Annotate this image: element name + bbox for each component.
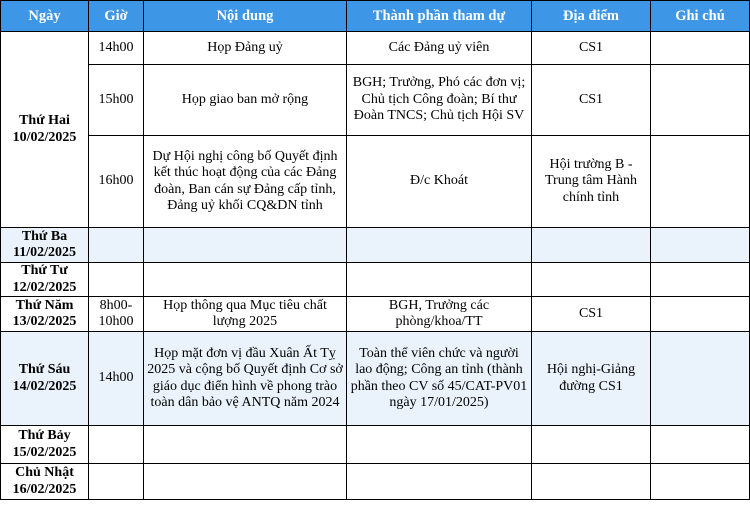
time-cell bbox=[89, 426, 144, 464]
participants-cell bbox=[347, 426, 532, 464]
table-row bbox=[1, 426, 750, 464]
content-cell: Dự Hội nghị công bố Quyết định kết thúc hoạt động của các Đảng đoàn, Ban cán sự Đảng cấp tỉnh, Đảng uỷ khối CQ&DN tỉnh bbox=[144, 136, 347, 228]
note-cell bbox=[651, 426, 750, 464]
note-cell bbox=[651, 297, 750, 332]
location-cell: CS1 bbox=[532, 32, 651, 65]
table-row bbox=[1, 297, 750, 332]
participants-cell bbox=[347, 263, 532, 297]
header-row bbox=[1, 1, 750, 32]
day-name: Thứ Tư bbox=[21, 263, 68, 278]
time-cell: 15h00 bbox=[89, 65, 144, 136]
content-cell bbox=[144, 263, 347, 297]
day-date: 14/02/2025 bbox=[12, 378, 77, 394]
day-name: Thứ Ba bbox=[21, 228, 68, 244]
day-name: Thứ Năm bbox=[15, 297, 74, 313]
time-cell: 14h00 bbox=[89, 32, 144, 65]
note-cell bbox=[651, 136, 750, 228]
header-time: Giờ bbox=[89, 1, 144, 32]
day-cell-wednesday bbox=[1, 263, 89, 297]
table-row bbox=[1, 464, 750, 500]
day-date: 10/02/2025 bbox=[12, 129, 77, 145]
time-cell: 14h00 bbox=[89, 332, 144, 426]
day-cell-thursday bbox=[1, 297, 89, 332]
day-name: Thứ Bảy bbox=[18, 428, 71, 443]
content-cell bbox=[144, 228, 347, 263]
day-cell-monday bbox=[1, 32, 89, 228]
table-row bbox=[1, 32, 750, 65]
day-cell-friday bbox=[1, 332, 89, 426]
note-cell bbox=[651, 464, 750, 500]
content-cell: Họp mặt đơn vị đầu Xuân Ất Tỵ 2025 và cộng bố Quyết định Cơ sở giáo dục điển hình về phong trào toàn dân bảo vệ ANTQ năm 2024 bbox=[144, 332, 347, 426]
content-cell: Họp thông qua Mục tiêu chất lượng 2025 bbox=[144, 297, 347, 332]
note-cell bbox=[651, 32, 750, 65]
time-cell: 8h00-10h00 bbox=[89, 297, 144, 332]
table-row bbox=[1, 65, 750, 136]
content-cell bbox=[144, 464, 347, 500]
time-cell bbox=[89, 228, 144, 263]
participants-cell: Các Đảng uỷ viên bbox=[347, 32, 532, 65]
day-date: 13/02/2025 bbox=[12, 314, 77, 329]
location-cell: CS1 bbox=[532, 65, 651, 136]
content-cell bbox=[144, 426, 347, 464]
table-row bbox=[1, 263, 750, 297]
day-name: Thứ Hai bbox=[19, 113, 70, 128]
day-cell-sunday bbox=[1, 464, 89, 500]
day-cell-tuesday bbox=[1, 228, 89, 263]
table-row bbox=[1, 332, 750, 426]
note-cell bbox=[651, 332, 750, 426]
note-cell bbox=[651, 65, 750, 136]
day-date: 11/02/2025 bbox=[12, 245, 76, 260]
day-cell-saturday bbox=[1, 426, 89, 464]
location-cell bbox=[532, 426, 651, 464]
participants-cell: Toàn thể viên chức và người lao động; Công an tỉnh (thành phần theo CV số 45/CAT-PV01 ngày 17/01/2025) bbox=[347, 332, 532, 426]
content-cell: Họp giao ban mở rộng bbox=[144, 65, 347, 136]
location-cell bbox=[532, 228, 651, 263]
header-content: Nội dung bbox=[144, 1, 347, 32]
location-cell bbox=[532, 263, 651, 297]
day-date: 16/02/2025 bbox=[12, 481, 77, 497]
time-cell: 16h00 bbox=[89, 136, 144, 228]
header-participants: Thành phần tham dự bbox=[347, 1, 532, 32]
content-cell: Họp Đảng uỷ bbox=[144, 32, 347, 65]
location-cell: Hội nghị-Giảng đường CS1 bbox=[532, 332, 651, 426]
note-cell bbox=[651, 263, 750, 297]
time-cell bbox=[89, 464, 144, 500]
table-row bbox=[1, 136, 750, 228]
day-date: 15/02/2025 bbox=[12, 444, 77, 460]
participants-cell: Đ/c Khoát bbox=[347, 136, 532, 228]
header-location: Địa điểm bbox=[532, 1, 651, 32]
location-cell bbox=[532, 464, 651, 500]
header-note: Ghi chú bbox=[651, 1, 750, 32]
participants-cell: BGH; Trưởng, Phó các đơn vị; Chủ tịch Công đoàn; Bí thư Đoàn TNCS; Chủ tịch Hội SV bbox=[347, 65, 532, 136]
time-cell bbox=[89, 263, 144, 297]
table-row bbox=[1, 228, 750, 263]
day-name: Chủ Nhật bbox=[15, 465, 74, 480]
note-cell bbox=[651, 228, 750, 263]
location-cell: CS1 bbox=[532, 297, 651, 332]
participants-cell: BGH, Trưởng các phòng/khoa/TT bbox=[347, 297, 532, 332]
location-cell: Hội trường B - Trung tâm Hành chính tỉnh bbox=[532, 136, 651, 228]
header-day: Ngày bbox=[1, 1, 89, 32]
participants-cell bbox=[347, 228, 532, 263]
day-date: 12/02/2025 bbox=[12, 279, 77, 295]
day-name: Thứ Sáu bbox=[18, 362, 71, 377]
participants-cell bbox=[347, 464, 532, 500]
